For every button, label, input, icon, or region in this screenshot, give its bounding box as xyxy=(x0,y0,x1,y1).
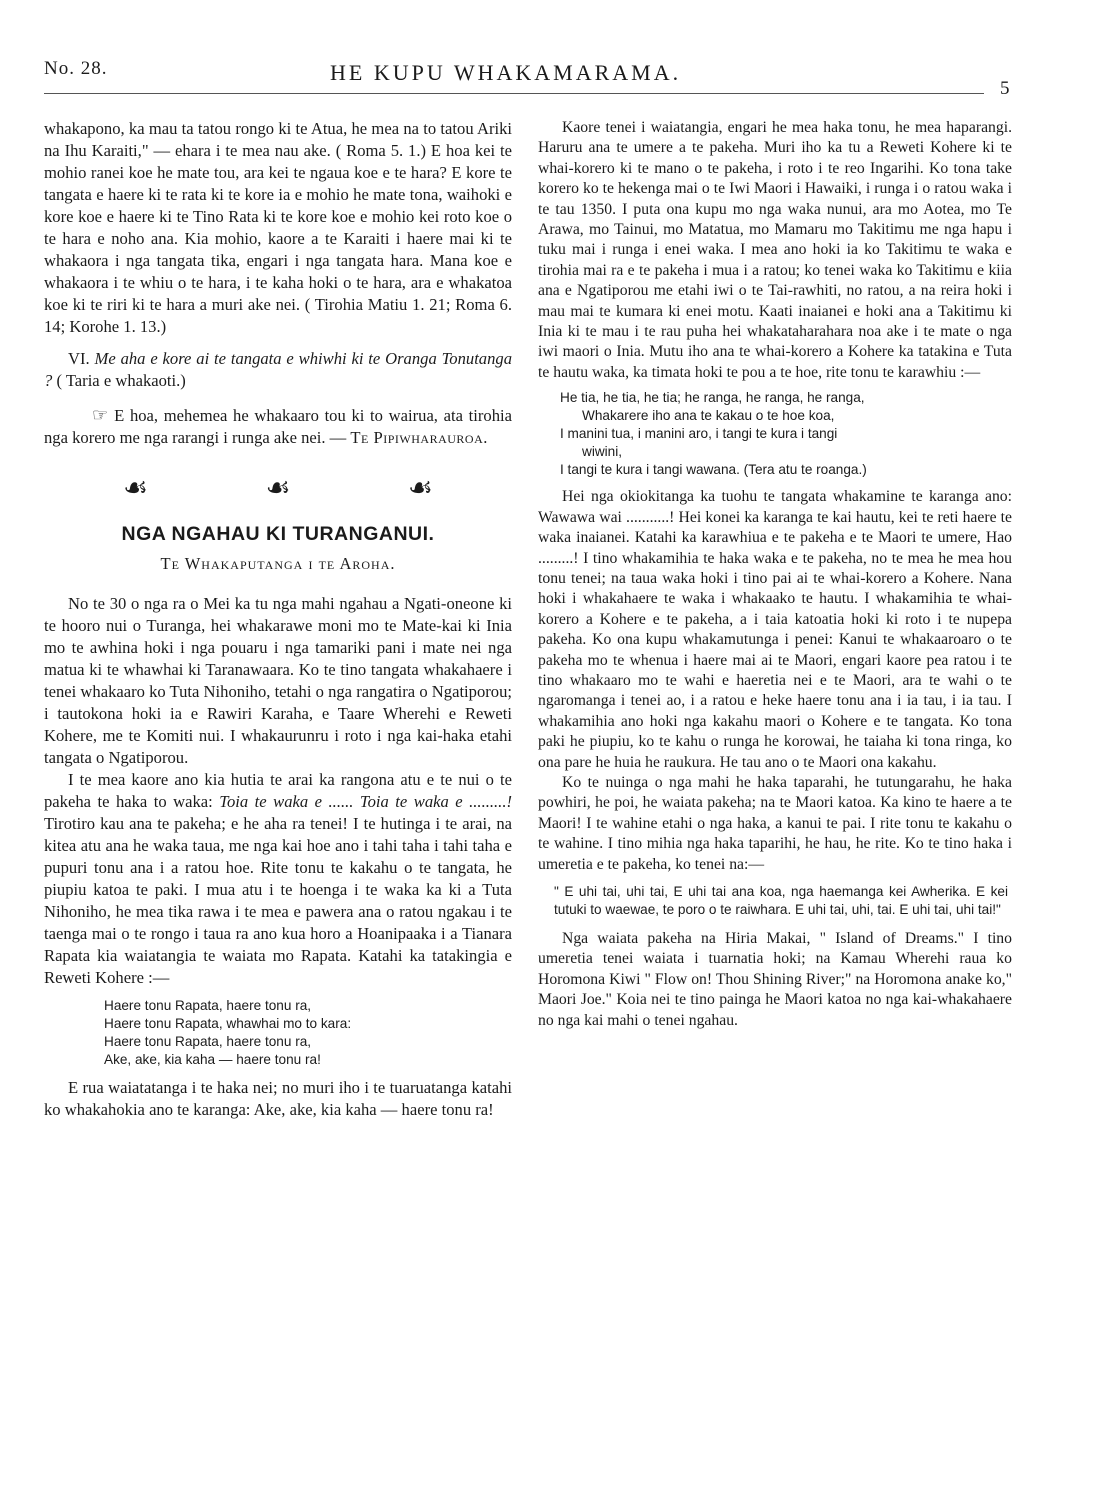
article-paragraph: No te 30 o nga ra o Mei ka tu nga mahi ngahau a Ngati-oneone ki te hooro nui o Turanga, hei whakarawe moni mo te Mate-kai ki Inia mo te awhina hoki i nga pouaru i nga tamariki pani i mate nei nga matua ki te whawhai ki Taranawaara. Ko te tino tangata whakahaere i tenei whakaaro ko Tuta Nihoniho, tetahi o nga rangatira o Ngatiporou; i tautokona hoki ia e Rawiri Karaha, e Taare Wherehi e Reweti Kohere, me te Komiti nui. I whakaurunru i roto i nga kai-haka etahi tangata o Ngatiporou. xyxy=(44,594,512,767)
section-subheading: Te Whakaputanga i te Aroha. xyxy=(160,554,396,573)
closing-note-text: E hoa, mehemea he whakaaro tou ki to wairua, ata tirohia nga korero me nga rarangi i runga ake nei. — xyxy=(44,406,512,447)
verse-line: Haere tonu Rapata, whawhai mo to kara: xyxy=(104,1016,352,1031)
fleuron-icon: ☙ xyxy=(265,473,291,504)
question-six xyxy=(44,348,512,392)
closing-note xyxy=(44,404,512,449)
verse-line: Ake, ake, kia kaha — haere tonu ra! xyxy=(104,1052,321,1067)
verse-line: I tangi te kura i tangi wawana. (Tera atu te roanga.) xyxy=(560,462,867,478)
issue-number: No. 28. xyxy=(44,58,108,79)
fleuron-icon: ☙ xyxy=(407,473,433,504)
header-rule xyxy=(44,93,984,94)
hautu-chant xyxy=(560,389,1012,479)
paragraph-text: I te mea kaore ano kia hutia te arai ka rangona atu e te nui o te pakeha te haka to waka: xyxy=(44,770,512,811)
left-column xyxy=(44,118,512,1121)
article-paragraph: Ko te nuinga o nga mahi he haka taparahi, he tutungarahu, he haka powhiri, he poi, he waiata pakeha; na te Maori katoa. Ka kino te haere a te Maori! I te wahine etahi o nga haka, a kanui te pai. I rite tonu te kakahu o te wahine. I tino mihia nga haka taparihi, he hau, he rite. Ko te tino haka i umeretia e te pakeha, ko tenei na:— xyxy=(538,773,1012,873)
pointing-hand-icon: ☞ xyxy=(92,405,109,425)
verse-line: I manini tua, i manini aro, i tangi te kura i tangi xyxy=(560,426,838,442)
verse-line: Whakarere iho ana te kakau o te hoe koa, xyxy=(582,408,835,424)
signature: Te Pipiwharauroa. xyxy=(350,428,488,447)
section-heading: NGA NGAHAU KI TURANGANUI. xyxy=(121,523,435,545)
verse-line: He tia, he tia, he tia; he ranga, he ranga, he ranga, xyxy=(560,390,865,406)
article-paragraph: E rua waiatatanga i te haka nei; no muri iho i te tuaruatanga katahi ko whakahokia ano te karanga: Ake, ake, kia kaha — haere tonu ra! xyxy=(44,1078,512,1119)
article-paragraph: Hei nga okiokitanga ka tuohu te tangata whakamine te karanga ano: Wawawa wai ...........! Hei konei ka karanga te kai hautu, kei te reti haere te waka inaianei. Katahi ka karawhiua e te pakeha e te Maori te umere, Hao .........! I tino whakamihia te haka waka e te pakeha, no te mea he mea hou tonu tenei; na taua waka hoki i tino pai ai te whai-korero a Kohere. Nana hoki i whakahaere te waka i whakaako te hautu. I whakamihia te whai-korero a Kohere e te pakeha, a i taia katoatia hoki ki roto i te nupepa pakeha. Ko ona kupu whakamutunga i penei: Kanui te whakaaroaro o te pakeha mo te whenua i haere mai ai te Maori, engari kaore pea ratou i te tino whakaaro mo te wahi e haeretia nei e te Maori, ara te wahi o te ngaromanga i tenei ao, i a ratou e heke haere tonu ana i ia tau, i ia tau. I whakamihia ano hoki nga kakahu maori o Kohere e te tangata. Ko tona paki he piupiu, ko te kahu o runga he korowai, he taiaha ki tona ringa, ko ona pare he huia he raukura. He tau ano o te Maori ona kakahu. xyxy=(538,488,1012,771)
verse-line: Haere tonu Rapata, haere tonu ra, xyxy=(104,1034,312,1049)
ornament-divider xyxy=(123,475,433,503)
chant-italic: Toia te waka e ...... Toia te waka e .........! xyxy=(219,792,512,811)
question-number: VI. xyxy=(68,349,90,368)
fleuron-icon: ☙ xyxy=(123,473,149,504)
paragraph-text: Tirotiro kau ana te pakeha; e he aha ra tenei! I te hutinga i te arai, na kitea atu ana he waka taua, me nga kai hoe ano i tahi taha i tahi taha e pupuri tonu ana i a ratou hoe. Rite tonu te kakahu o te tangata, he piupiu katoa te paki. I mua atu i te hoenga i te waka ka ki a Tuta Nihoniho, he mea tika rawa i te mea e pawera ana o ratou ngakau i te taenga mai o te rongo i taua ra ano kua horo a Hoanipaaka i a Tianara Rapata kia waiatangia te waiata mo Rapata. Katahi ka tatakingia e Reweti Kohere :— xyxy=(44,814,512,987)
right-column xyxy=(538,118,1012,1031)
question-text: Me aha e kore ai te tangata e whiwhi ki te Oranga Tonutanga ? xyxy=(44,349,512,390)
article-paragraph: Kaore tenei i waiatangia, engari he mea haka tonu, he mea haparangi. Haruru ana te umere a te pakeha. Muri iho ka tu a Reweti Kohere ki te whai-korero ki te mano o te pakeha, i roto i te reo Ingarihi. Ko tona take korero ko te hekenga mai o te Iwi Maori i Hawaiki, i runga i o ratou waka i te tau 1350. I puta ona kupu mo nga waka nunui, ara mo Aotea, mo Te Arawa, mo Tainui, mo Matatua, mo Mamaru mo Takitimu me nga hapu i tuku mai i runga i enei waka. I mea ano hoki ia ko Takitimu te waka e tirohia mai ra e te pakeha i mua i a ratou; ko tenei waka ko Takitimu e kiia ana e Ngatiporou me etahi iwi o te Tai-rawhiti, no ratou, a na reira hoki i mau mai te kumara ki enei motu. Kaati inaianei e hoki ana a Takitimu ki Inia ki te mau i te rau puha hei whakataharahara noa ake i te mate o nga iwi maori o Inia. Mutu iho ana te whai-korero a Kohere ka tatakina e Tuta te hautu waka, ka timata hoki te pou a te hoe, rite tonu te karawhiu :— xyxy=(538,119,1012,381)
song-verse xyxy=(104,997,512,1069)
running-title: HE KUPU WHAKAMARAMA. xyxy=(330,60,682,85)
page-number: 5 xyxy=(1000,78,1010,99)
verse-line: wiwini, xyxy=(582,444,623,460)
verse-line: Haere tonu Rapata, haere tonu ra, xyxy=(104,998,312,1013)
haka-quote: " E uhi tai, uhi tai, E uhi tai ana koa, nga haemanga kei Awherika. E kei tutuki to waewae, te poro o te raiwhara. E uhi tai, uhi, tai. E uhi tai, uhi tai!" xyxy=(554,884,1008,917)
article-paragraph: Nga waiata pakeha na Hiria Makai, " Island of Dreams." I tino umeretia tenei waiata i tuarnatia hoki; na Kamau Wherehi raua ko Horomona Kiwi " Flow on! Thou Shining River;" na Horomona anake ko," Maori Joe." Koia nei te tino painga he Maori katoa no nga kai-whakahaere no nga kai mahi o tenei ngahau. xyxy=(538,930,1012,1029)
question-note: ( Taria e whakaoti.) xyxy=(56,371,186,390)
left-intro-paragraph: whakapono, ka mau ta tatou rongo ki te Atua, he mea na to tatou Ariki na Ihu Karaiti," — ehara i te mea nau ake. ( Roma 5. 1.) E hoa kei te mohio ranei koe he mate tou, ara kei te ngaua koe e te hara? E kore te tangata e haere ki te rata ki te kore ia e mohio he mate tona, waihoki e kore koe e haere ki te Tino Rata ki te kore koe e mohio kei roto koe o te hara e noho ana. Kia mohio, kaore a te Karaiti i haere mai ki te whakaora i nga tangata tika, engari i nga tangata hara. Mana koe e whakaora i te whiu o te hara, i te kaha hoki o te hara, ara e whakatoa koe ki te riri ki te hara a muri ake nei. ( Tirohia Matiu 1. 21; Roma 6. 14; Korohe 1. 13.) xyxy=(44,119,512,336)
article-paragraph xyxy=(44,769,512,989)
